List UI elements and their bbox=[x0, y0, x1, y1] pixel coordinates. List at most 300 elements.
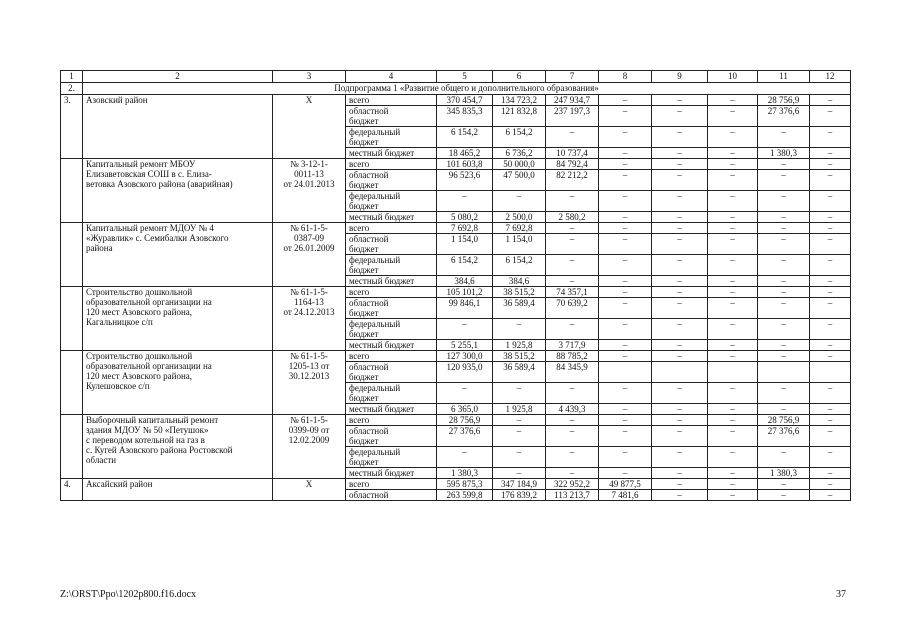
value-cell: – bbox=[652, 276, 708, 287]
text-line: Кагальницкое с/п bbox=[86, 317, 153, 327]
text-line: образовательной организации на bbox=[86, 297, 212, 307]
funding-source bbox=[346, 170, 437, 191]
value-cell: 99 846,1 bbox=[437, 298, 493, 319]
text-line: бюджет bbox=[349, 116, 379, 126]
value-cell: 47 500,0 bbox=[493, 170, 546, 191]
value-cell: – bbox=[599, 404, 652, 415]
text-line: местный бюджет bbox=[349, 404, 415, 414]
value-cell: 18 465,2 bbox=[437, 148, 493, 159]
value-cell: – bbox=[652, 191, 708, 212]
value-cell: – bbox=[708, 276, 758, 287]
value-cell: – bbox=[708, 212, 758, 223]
funding-source bbox=[346, 404, 437, 415]
value-cell: 38 515,2 bbox=[493, 351, 546, 362]
value-cell: – bbox=[810, 212, 851, 223]
value-cell: 7 692,8 bbox=[437, 223, 493, 234]
funding-source bbox=[346, 415, 437, 426]
value-cell: – bbox=[758, 404, 810, 415]
value-cell: 28 756,9 bbox=[437, 415, 493, 426]
value-cell: – bbox=[437, 319, 493, 340]
value-cell: 120 935,0 bbox=[437, 362, 493, 383]
column-number: 10 bbox=[708, 71, 758, 83]
column-number: 12 bbox=[810, 71, 851, 83]
funding-source bbox=[346, 319, 437, 340]
text-line: района bbox=[86, 243, 113, 253]
value-cell: 10 737,4 bbox=[546, 148, 599, 159]
object-name bbox=[83, 223, 273, 287]
value-cell: – bbox=[708, 340, 758, 351]
value-cell: 121 832,8 bbox=[493, 106, 546, 127]
value-cell: – bbox=[599, 426, 652, 447]
funding-source bbox=[346, 223, 437, 234]
value-cell: – bbox=[810, 287, 851, 298]
value-cell: – bbox=[599, 170, 652, 191]
text-line: образовательной организации на bbox=[86, 361, 212, 371]
value-cell: – bbox=[758, 319, 810, 340]
funding-source bbox=[346, 383, 437, 404]
funding-source bbox=[346, 234, 437, 255]
funding-source bbox=[346, 298, 437, 319]
column-number: 11 bbox=[758, 71, 810, 83]
value-cell: – bbox=[652, 127, 708, 148]
footer-file-path: Z:\ORST\Ppo\1202p800.f16.docx bbox=[60, 589, 197, 600]
value-cell: – bbox=[810, 234, 851, 255]
value-cell: – bbox=[493, 447, 546, 468]
column-number: 8 bbox=[599, 71, 652, 83]
text-line: местный бюджет bbox=[349, 148, 415, 158]
text-line: Капитальный ремонт МДОУ № 4 bbox=[86, 223, 214, 233]
value-cell: – bbox=[599, 159, 652, 170]
funding-source bbox=[346, 95, 437, 106]
funding-source bbox=[346, 426, 437, 447]
value-cell: – bbox=[546, 319, 599, 340]
value-cell: 1 925,8 bbox=[493, 340, 546, 351]
funding-source bbox=[346, 159, 437, 170]
text-line: областной bbox=[349, 234, 389, 244]
value-cell: – bbox=[437, 383, 493, 404]
value-cell: 36 589,4 bbox=[493, 298, 546, 319]
value-cell: – bbox=[546, 191, 599, 212]
value-cell: – bbox=[493, 426, 546, 447]
text-line: Аксайский район bbox=[86, 479, 153, 489]
value-cell: 127 300,0 bbox=[437, 351, 493, 362]
column-number-row bbox=[61, 71, 851, 83]
value-cell: – bbox=[546, 447, 599, 468]
value-cell bbox=[810, 362, 851, 383]
value-cell: – bbox=[708, 351, 758, 362]
value-cell: – bbox=[652, 490, 708, 501]
value-cell: 384,6 bbox=[493, 276, 546, 287]
funding-source bbox=[346, 340, 437, 351]
value-cell: 1 380,3 bbox=[758, 468, 810, 479]
value-cell: – bbox=[599, 415, 652, 426]
value-cell: – bbox=[708, 468, 758, 479]
text-line: Выборочный капитальный ремонт bbox=[86, 415, 219, 425]
value-cell: 347 184,9 bbox=[493, 479, 546, 490]
value-cell: 113 213,7 bbox=[546, 490, 599, 501]
text-line: федеральный bbox=[349, 383, 401, 393]
value-cell: 1 380,3 bbox=[437, 468, 493, 479]
object-name bbox=[83, 159, 273, 223]
value-cell: – bbox=[599, 447, 652, 468]
value-cell: 3 717,9 bbox=[546, 340, 599, 351]
value-cell: – bbox=[708, 106, 758, 127]
funding-source bbox=[346, 287, 437, 298]
text-line: бюджет bbox=[349, 265, 379, 275]
value-cell: 7 692,8 bbox=[493, 223, 546, 234]
text-line: областной bbox=[349, 298, 389, 308]
value-cell: – bbox=[758, 383, 810, 404]
value-cell: – bbox=[493, 383, 546, 404]
value-cell bbox=[708, 362, 758, 383]
object-name bbox=[83, 287, 273, 351]
column-number: 4 bbox=[346, 71, 437, 83]
footer-page-number: 37 bbox=[836, 589, 846, 600]
funding-source bbox=[346, 362, 437, 383]
text-line: № 61-1-5- bbox=[290, 287, 328, 297]
text-line: бюджет bbox=[349, 436, 379, 446]
document-ref bbox=[273, 159, 346, 223]
value-cell: – bbox=[493, 319, 546, 340]
value-cell: 176 839,2 bbox=[493, 490, 546, 501]
funding-source bbox=[346, 276, 437, 287]
value-cell: – bbox=[652, 340, 708, 351]
document-ref bbox=[273, 223, 346, 287]
value-cell: 5 255,1 bbox=[437, 340, 493, 351]
text-line: местный бюджет bbox=[349, 276, 415, 286]
value-cell: 27 376,6 bbox=[437, 426, 493, 447]
value-cell: 6 154,2 bbox=[437, 127, 493, 148]
value-cell: – bbox=[708, 191, 758, 212]
value-cell: – bbox=[810, 351, 851, 362]
text-line: № 61-1-5- bbox=[290, 223, 328, 233]
value-cell: – bbox=[652, 479, 708, 490]
value-cell: 28 756,9 bbox=[758, 95, 810, 106]
value-cell: 88 785,2 bbox=[546, 351, 599, 362]
document-ref bbox=[273, 287, 346, 351]
value-cell: – bbox=[493, 468, 546, 479]
text-line: местный бюджет bbox=[349, 468, 415, 478]
text-line: Строительство дошкольной bbox=[86, 287, 193, 297]
funding-source bbox=[346, 479, 437, 490]
table-row bbox=[61, 95, 851, 106]
value-cell: – bbox=[652, 298, 708, 319]
text-line: Х bbox=[305, 479, 313, 489]
value-cell: – bbox=[599, 148, 652, 159]
text-line: «Журавлик» с. Семибалки Азовского bbox=[86, 233, 229, 243]
text-line: бюджет bbox=[349, 457, 379, 467]
text-line: с. Кугей Азовского района Ростовской bbox=[86, 445, 233, 455]
text-line: местный бюджет bbox=[349, 340, 415, 350]
value-cell: – bbox=[652, 234, 708, 255]
value-cell: 6 154,2 bbox=[437, 255, 493, 276]
value-cell: – bbox=[599, 468, 652, 479]
value-cell: – bbox=[708, 234, 758, 255]
text-line: 0011-13 bbox=[294, 169, 324, 179]
object-name bbox=[83, 479, 273, 501]
value-cell: – bbox=[652, 148, 708, 159]
value-cell: 84 345,9 bbox=[546, 362, 599, 383]
value-cell: – bbox=[810, 159, 851, 170]
value-cell: 134 723,2 bbox=[493, 95, 546, 106]
value-cell: 49 877,5 bbox=[599, 479, 652, 490]
table-row bbox=[61, 223, 851, 234]
text-line: всего bbox=[349, 159, 370, 169]
value-cell: – bbox=[708, 255, 758, 276]
value-cell: – bbox=[758, 276, 810, 287]
value-cell: – bbox=[758, 479, 810, 490]
row-number bbox=[61, 287, 83, 351]
value-cell: – bbox=[708, 479, 758, 490]
value-cell: – bbox=[493, 191, 546, 212]
budget-table bbox=[60, 70, 851, 501]
value-cell: – bbox=[599, 287, 652, 298]
text-line: № 3-12-1- bbox=[290, 159, 328, 169]
value-cell: – bbox=[810, 383, 851, 404]
text-line: 1205-13 от bbox=[288, 361, 330, 371]
value-cell: 247 934,7 bbox=[546, 95, 599, 106]
value-cell: 27 376,6 bbox=[758, 426, 810, 447]
value-cell: – bbox=[652, 255, 708, 276]
row-number: 4. bbox=[61, 479, 83, 501]
document-ref bbox=[273, 479, 346, 501]
column-number: 2 bbox=[83, 71, 273, 83]
value-cell: 7 481,6 bbox=[599, 490, 652, 501]
text-line: федеральный bbox=[349, 319, 401, 329]
document-ref bbox=[273, 415, 346, 479]
value-cell: – bbox=[599, 127, 652, 148]
text-line: 120 мест Азовского района, bbox=[86, 307, 193, 317]
funding-source bbox=[346, 255, 437, 276]
text-line: областной bbox=[349, 106, 389, 116]
value-cell: – bbox=[599, 298, 652, 319]
value-cell: – bbox=[652, 212, 708, 223]
value-cell: – bbox=[652, 404, 708, 415]
column-number: 9 bbox=[652, 71, 708, 83]
text-line: бюджет bbox=[349, 137, 379, 147]
value-cell: – bbox=[758, 447, 810, 468]
value-cell: – bbox=[599, 383, 652, 404]
document-ref bbox=[273, 95, 346, 159]
text-line: 0387-09 bbox=[294, 233, 324, 243]
value-cell: – bbox=[810, 426, 851, 447]
value-cell bbox=[599, 362, 652, 383]
text-line: всего bbox=[349, 351, 370, 361]
value-cell: – bbox=[546, 383, 599, 404]
value-cell: – bbox=[708, 95, 758, 106]
table-row bbox=[61, 415, 851, 426]
value-cell: – bbox=[758, 287, 810, 298]
value-cell: – bbox=[599, 319, 652, 340]
value-cell: – bbox=[810, 319, 851, 340]
text-line: всего bbox=[349, 415, 370, 425]
text-line: 0399-09 от bbox=[288, 425, 330, 435]
funding-source bbox=[346, 490, 437, 501]
text-line: бюджет bbox=[349, 372, 379, 382]
text-line: Х bbox=[305, 95, 313, 105]
text-line: федеральный bbox=[349, 255, 401, 265]
value-cell: – bbox=[546, 415, 599, 426]
subprogram-row bbox=[61, 83, 851, 95]
value-cell: – bbox=[758, 223, 810, 234]
value-cell: 1 380,3 bbox=[758, 148, 810, 159]
value-cell: 2 500,0 bbox=[493, 212, 546, 223]
value-cell: 96 523,6 bbox=[437, 170, 493, 191]
column-number: 5 bbox=[437, 71, 493, 83]
value-cell: – bbox=[546, 127, 599, 148]
funding-source bbox=[346, 148, 437, 159]
funding-source bbox=[346, 106, 437, 127]
value-cell: – bbox=[810, 95, 851, 106]
value-cell: 1 925,8 bbox=[493, 404, 546, 415]
value-cell: 70 639,2 bbox=[546, 298, 599, 319]
value-cell bbox=[758, 362, 810, 383]
row-number: 3. bbox=[61, 95, 83, 159]
text-line: № 61-1-5- bbox=[290, 351, 328, 361]
value-cell: – bbox=[599, 255, 652, 276]
row-number bbox=[61, 415, 83, 479]
row-number bbox=[61, 223, 83, 287]
text-line: всего bbox=[349, 479, 370, 489]
value-cell: – bbox=[708, 159, 758, 170]
text-line: Азовский район bbox=[86, 95, 148, 105]
table-row bbox=[61, 159, 851, 170]
text-line: областной bbox=[349, 170, 389, 180]
value-cell: – bbox=[758, 490, 810, 501]
value-cell: 6 365,0 bbox=[437, 404, 493, 415]
value-cell: – bbox=[599, 223, 652, 234]
value-cell: – bbox=[708, 426, 758, 447]
text-line: № 61-1-5- bbox=[290, 415, 328, 425]
value-cell: 384,6 bbox=[437, 276, 493, 287]
value-cell: – bbox=[758, 234, 810, 255]
text-line: области bbox=[86, 455, 117, 465]
value-cell: 74 357,1 bbox=[546, 287, 599, 298]
value-cell: – bbox=[599, 351, 652, 362]
table-row bbox=[61, 287, 851, 298]
value-cell: – bbox=[599, 212, 652, 223]
value-cell: – bbox=[810, 298, 851, 319]
row-number bbox=[61, 159, 83, 223]
value-cell: – bbox=[652, 468, 708, 479]
value-cell: – bbox=[599, 95, 652, 106]
value-cell: – bbox=[810, 127, 851, 148]
value-cell: – bbox=[810, 415, 851, 426]
value-cell: – bbox=[708, 287, 758, 298]
value-cell: 370 454,7 bbox=[437, 95, 493, 106]
value-cell: – bbox=[652, 287, 708, 298]
value-cell: 28 756,9 bbox=[758, 415, 810, 426]
value-cell: 101 603,8 bbox=[437, 159, 493, 170]
value-cell: 1 154,0 bbox=[437, 234, 493, 255]
object-name bbox=[83, 415, 273, 479]
value-cell: 237 197,3 bbox=[546, 106, 599, 127]
value-cell: 84 792,4 bbox=[546, 159, 599, 170]
funding-source bbox=[346, 191, 437, 212]
table-row bbox=[61, 351, 851, 362]
text-line: Елизаветовская СОШ в с. Елиза- bbox=[86, 169, 212, 179]
value-cell: – bbox=[758, 298, 810, 319]
column-number: 3 bbox=[273, 71, 346, 83]
value-cell: – bbox=[652, 170, 708, 191]
value-cell: – bbox=[599, 191, 652, 212]
object-name bbox=[83, 351, 273, 415]
value-cell: – bbox=[652, 95, 708, 106]
subprogram-title: Подпрограмма 1 «Развитие общего и дополнительного образования» bbox=[83, 83, 851, 95]
text-line: Капитальный ремонт МБОУ bbox=[86, 159, 196, 169]
text-line: бюджет bbox=[349, 244, 379, 254]
value-cell: 50 000,0 bbox=[493, 159, 546, 170]
value-cell: 4 439,3 bbox=[546, 404, 599, 415]
column-number: 7 bbox=[546, 71, 599, 83]
value-cell: – bbox=[708, 404, 758, 415]
text-line: 30.12.2013 bbox=[288, 371, 330, 381]
value-cell: – bbox=[758, 255, 810, 276]
value-cell: – bbox=[708, 383, 758, 404]
value-cell: – bbox=[652, 159, 708, 170]
value-cell: – bbox=[758, 191, 810, 212]
text-line: 1164-13 bbox=[294, 297, 324, 307]
value-cell: – bbox=[599, 106, 652, 127]
value-cell: – bbox=[708, 447, 758, 468]
value-cell: – bbox=[810, 479, 851, 490]
value-cell: – bbox=[652, 426, 708, 447]
value-cell: 322 952,2 bbox=[546, 479, 599, 490]
value-cell: – bbox=[810, 148, 851, 159]
value-cell: – bbox=[652, 351, 708, 362]
value-cell: – bbox=[546, 426, 599, 447]
column-number: 6 bbox=[493, 71, 546, 83]
value-cell: 5 080,2 bbox=[437, 212, 493, 223]
value-cell: – bbox=[810, 191, 851, 212]
value-cell: 595 875,3 bbox=[437, 479, 493, 490]
value-cell: 27 376,6 bbox=[758, 106, 810, 127]
value-cell: – bbox=[437, 447, 493, 468]
value-cell: – bbox=[546, 234, 599, 255]
text-line: местный бюджет bbox=[349, 212, 415, 222]
value-cell: – bbox=[758, 127, 810, 148]
value-cell: – bbox=[652, 447, 708, 468]
value-cell: 1 154,0 bbox=[493, 234, 546, 255]
text-line: здания МДОУ № 50 «Петушок» bbox=[86, 425, 209, 435]
object-name bbox=[83, 95, 273, 159]
text-line: всего bbox=[349, 287, 370, 297]
text-line: бюджет bbox=[349, 393, 379, 403]
value-cell: – bbox=[810, 223, 851, 234]
value-cell: – bbox=[810, 255, 851, 276]
value-cell: – bbox=[810, 170, 851, 191]
funding-source bbox=[346, 212, 437, 223]
value-cell: – bbox=[652, 319, 708, 340]
value-cell: – bbox=[810, 490, 851, 501]
text-line: 120 мест Азовского района, bbox=[86, 371, 193, 381]
text-line: областной bbox=[349, 362, 389, 372]
value-cell: – bbox=[810, 276, 851, 287]
text-line: 12.02.2009 bbox=[288, 435, 330, 445]
value-cell: 82 212,2 bbox=[546, 170, 599, 191]
value-cell: 345 835,3 bbox=[437, 106, 493, 127]
value-cell: – bbox=[758, 212, 810, 223]
text-line: федеральный bbox=[349, 191, 401, 201]
row-number: 2. bbox=[61, 83, 83, 95]
value-cell: – bbox=[708, 490, 758, 501]
text-line: Строительство дошкольной bbox=[86, 351, 193, 361]
funding-source bbox=[346, 468, 437, 479]
value-cell: – bbox=[758, 351, 810, 362]
value-cell: – bbox=[599, 234, 652, 255]
value-cell: 105 101,2 bbox=[437, 287, 493, 298]
value-cell: – bbox=[708, 223, 758, 234]
